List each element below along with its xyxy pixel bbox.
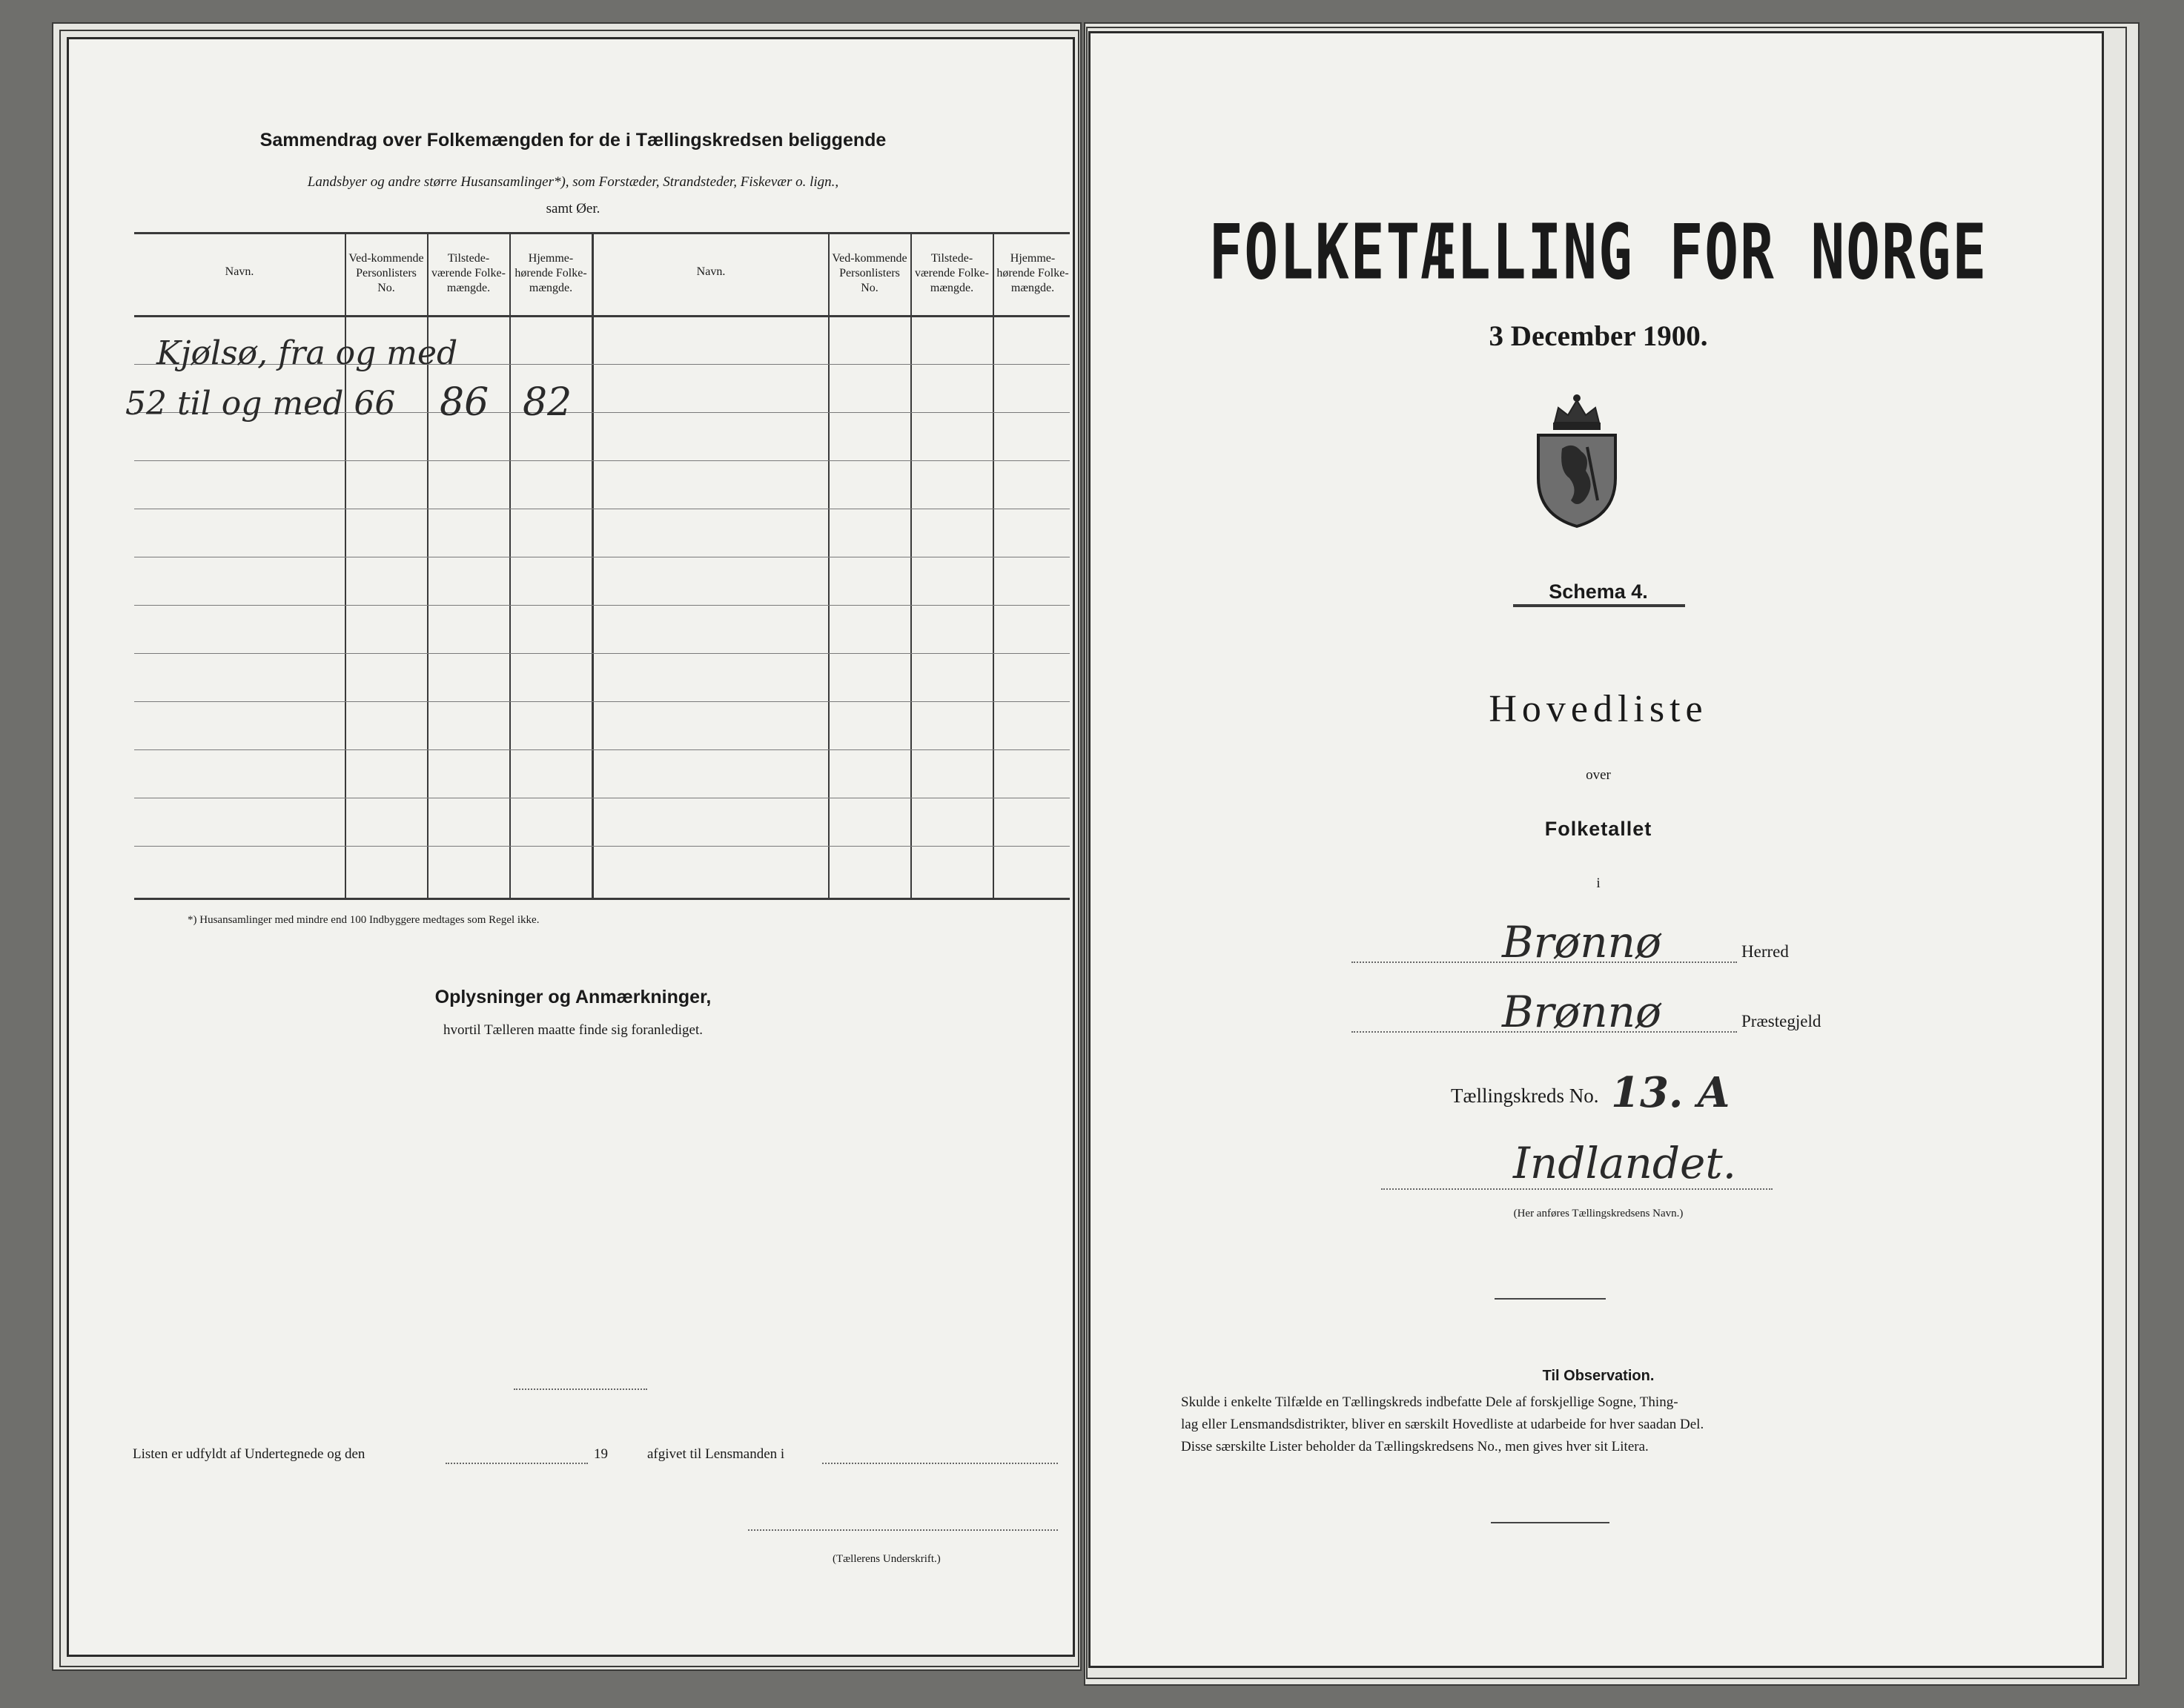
kreds-name-value: Indlandet. (1513, 1138, 1737, 1188)
section-divider (1495, 1298, 1606, 1300)
footnote: *) Husansamlinger med mindre end 100 Indbyggere medtages som Regel ikke. (188, 914, 540, 926)
remarks-subtitle: hvortil Tælleren maatte finde sig foranlediget. (443, 1022, 703, 1038)
observation-title: Til Observation. (1542, 1368, 1655, 1384)
herred-value: Brønnø (1502, 917, 1661, 967)
praestegjeld-value: Brønnø (1502, 987, 1661, 1037)
remarks-title: Oplysninger og Anmærkninger, (434, 987, 712, 1007)
entry-name-line1: Kjølsø, fra og med (156, 334, 458, 372)
summary-subtitle-line2: samt Øer. (546, 201, 600, 216)
col-header-navn-1: Navn. (225, 265, 254, 278)
signature-label: (Tællerens Underskrift.) (833, 1553, 941, 1565)
signoff-lensmand-text: afgivet til Lensmanden i (647, 1446, 785, 1462)
col-header-hjemme-2: Hjemme-hørende Folke-mængde. (996, 252, 1069, 294)
hovedliste-title: Hovedliste (1489, 688, 1708, 730)
kreds-name-line (1381, 1188, 1773, 1190)
col-header-tilstede-1: Tilstede-værende Folke-mængde. (431, 252, 506, 294)
signature-line (748, 1529, 1058, 1531)
folketallet-label: Folketallet (1544, 818, 1652, 840)
signoff-date-line (446, 1463, 588, 1464)
praestegjeld-label: Præstegjeld (1741, 1012, 1821, 1030)
census-title: FOLKETÆLLING FOR NORGE (1208, 207, 1988, 297)
left-page (67, 37, 1075, 1657)
entry-hjemme: 82 (523, 380, 572, 425)
remarks-divider (514, 1388, 647, 1390)
observation-line1: Skulde i enkelte Tilfælde en Tællingskreds indbefatte Dele af forskjellige Sogne, Thing- (1181, 1394, 1678, 1410)
footer-divider (1491, 1522, 1609, 1523)
col-header-personlister-2: Ved-kommende Personlisters No. (832, 252, 907, 294)
col-header-hjemme-1: Hjemme-hørende Folke-mængde. (514, 252, 587, 294)
herred-label: Herred (1741, 942, 1789, 961)
signoff-text: Listen er udfyldt af Undertegnede og den (133, 1446, 365, 1462)
observation-line2: lag eller Lensmandsdistrikter, bliver en særskilt Hovedliste at udarbeide for hver saadan Del. (1181, 1417, 1704, 1432)
col-header-personlister-1: Ved-kommende Personlisters No. (348, 252, 424, 294)
col-header-navn-2: Navn. (696, 265, 726, 278)
right-page (1088, 31, 2104, 1668)
signoff-lensmand-line (822, 1463, 1058, 1464)
kreds-name-label: (Her anføres Tællingskredsens Navn.) (1513, 1208, 1684, 1219)
entry-name-line2: 52 til og med 66 (125, 385, 396, 423)
coat-of-arms-icon (1532, 389, 1621, 530)
summary-subtitle-line1: Landsbyer og andre større Husansamlinger*), som Forstæder, Strandsteder, Fiskevær o. lign., (307, 174, 839, 190)
over-label: over (1586, 767, 1611, 783)
col-header-tilstede-2: Tilstede-værende Folke-mængde. (915, 252, 989, 294)
schema-label: Schema 4. (1549, 580, 1648, 603)
kreds-value: 13. A (1611, 1068, 1730, 1117)
census-date: 3 December 1900. (1489, 320, 1708, 352)
kreds-label: Tællingskreds No. (1451, 1085, 1599, 1107)
i-label: i (1596, 875, 1601, 891)
summary-title: Sammendrag over Folkemængden for de i Tællingskredsen beliggende (259, 130, 887, 150)
entry-tilstede: 86 (440, 380, 489, 425)
signoff-year: 19 (594, 1446, 608, 1462)
observation-line3: Disse særskilte Lister beholder da Tællingskredsens No., men gives hver sit Litera. (1181, 1439, 1649, 1454)
schema-underline (1513, 604, 1685, 607)
